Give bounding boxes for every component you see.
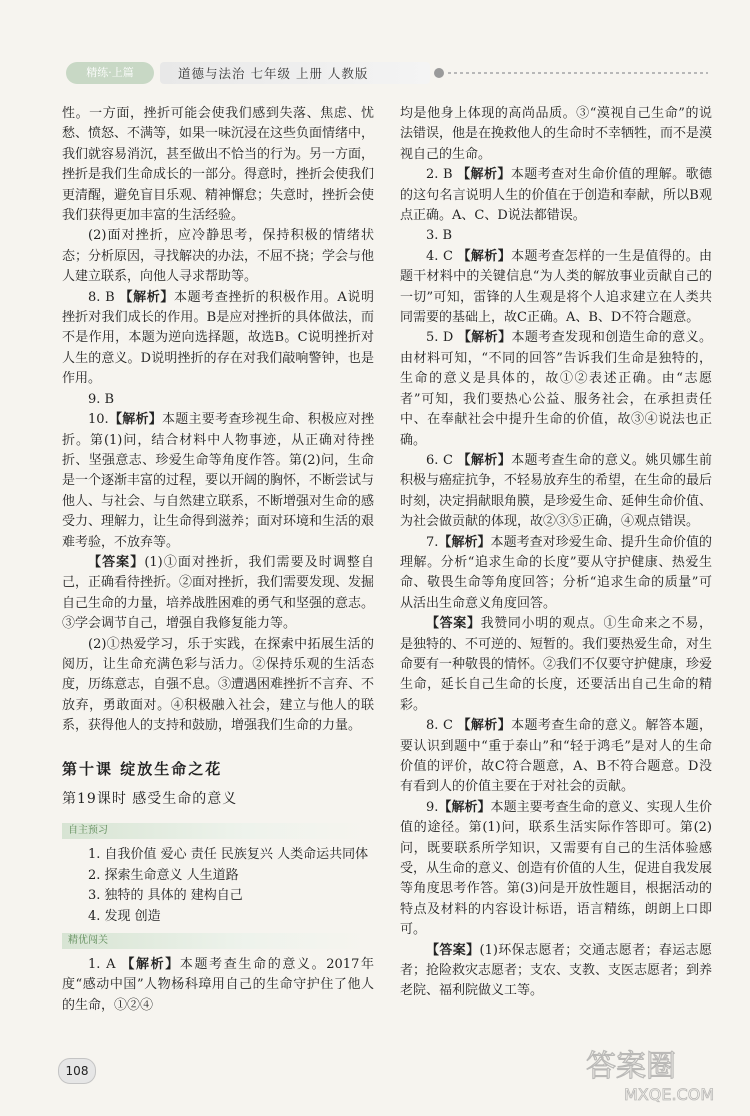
preview-3: 3. 独特的 具体的 建构自己 [88,888,243,904]
q8r-tag: 【解析】 [457,718,512,734]
answer-9-tag: 【答案】 [426,942,480,958]
preview-1: 1. 自我价值 爱心 责任 民族复兴 人类命运共同体 [88,847,369,863]
answer-9-text: (1)环保志愿者；交通志愿者；春运志愿者；抢险救灾志愿者；支农、支教、支医志愿者；到养老院、福利院做义工等。 [400,942,713,999]
q2-number: 2. B [426,167,453,183]
lesson-title: 第十课 绽放生命之花 [62,759,223,778]
q4-text: 本题考查怎样的一生是值得的。由题干材料中的关键信息“为人类的解放事业贡献自己的一切”可知，雷锋的人生观是将个人追求建立在人类共同需要的基础上，故C正确。A、B、D不符合题意。 [400,248,712,326]
q10-number: 10. [88,412,109,428]
watermark-text: 答案圈 [586,1049,676,1084]
left-paragraph-1: 性。一方面，挫折可能会使我们感到失落、焦虑、忧愁、愤怒、不满等，如果一味沉浸在这些负面情绪中，我们就容易消沉，甚至做出不恰当的行为。另一方面，挫折是我们生命成长的一部分。得意时，挫折会使我们更清醒，避免盲目乐观、精神懈怠；失意时，挫折会使我们获得更加丰富的生活经验。 [62,106,375,224]
q8-number: 8. B [88,289,115,305]
watermark-url: MXQE.COM [624,1085,715,1104]
question-2 [400,165,712,226]
q8-tag: 【解析】 [119,289,174,305]
q4-number: 4. C [426,248,453,264]
answer-7-text: 我赞同小明的观点。①生命来之不易，是独特的、不可逆的、短暂的。我们要热爱生命，对生命要有一种敬畏的情怀。②我们不仅要守护健康，珍爱生命，延长自己生命的长度，还要活出自己生命的精彩。 [400,616,713,713]
q10-tag: 【解析】 [108,412,163,428]
q7-tag: 【解析】 [438,534,491,550]
q7-text: 本题考查对珍爱生命、提升生命价值的理解。分析“追求生命的长度”要从守护健康、热爱生命、敬畏生命等角度回答；分析“追求生命的质量”可从活出生命意义角度回答。 [400,534,712,611]
q9r-number: 9. [426,799,439,815]
q5-tag: 【解析】 [457,330,512,346]
answer-10-1-text: (1)①面对挫折，我们需要及时调整自己，正确看待挫折。②面对挫折，我们需要发现、发掘自己生命的力量，培养战胜困难的勇气和坚强的意志。③学会调节自己，增强自我修复能力等。 [62,554,375,632]
page-number: 108 [58,1058,96,1084]
question-5 [400,328,712,450]
q6-tag: 【解析】 [457,452,512,468]
header-badge-text: 精练·上篇 [86,66,134,79]
c1-text: 本题考查生命的意义。2017年度“感动中国”人物杨科璋用自己的生命守护住了他人的生命，①②④ [62,957,374,1013]
section-self-study: 自主预习 [62,823,368,839]
q2-text: 本题考查对生命价值的理解。歌德的这句名言说明人生的价值在于创造和奉献，所以B观点正确。A、C、D说法都错误。 [400,167,712,224]
question-9-right [400,798,712,941]
q8r-text: 本题考查生命的意义。解答本题，要认识到题中“重于泰山”和“轻于鸿毛”是对人的生命价值的评价，故C符合题意，A、B不符合题意。D没有看到人的价值主要在于对社会的贡献。 [400,718,712,795]
challenge-1 [62,955,374,1016]
right-column [400,104,712,1002]
q5-number: 5. D [426,330,454,346]
q10-text: 本题主要考查珍视生命、积极应对挫折。第(1)问，结合材料中人物事迹，从正确对待挫折、坚强意志、珍爱生命等角度作答。第(2)问，生命是一个逐渐丰富的过程，要以开阔的胸怀，不断尝试与他人、与社会、与自然建立联系，不断增强对生命的感受力、理解力，让生命得到滋养；面对环境和生活的艰难考验，不放弃等。 [62,412,375,550]
q9r-text: 本题主要考查生命的意义、实现人生价值的途径。第(1)问，联系生活实际作答即可。第(2)问，既要联系所学知识，又需要有自己的生活体验感受，从生命的意义、创造有价值的人生，促进自我发展等角度思考作答。第(3)问是开放性题目，根据活动的特点及材料的内容设计标语，语言精练，朗朗上口即可。 [400,799,713,938]
header-title: 道德与法治 七年级 上册 人教版 [178,66,369,81]
question-6 [400,451,712,533]
q8-text: 本题考查挫折的积极作用。A说明挫折对我们成长的作用。B是应对挫折的具体做法，而不是作用，本题为逆向选择题，故选B。C说明挫折对人生的意义。D说明挫折的存在对我们敲响警钟，也是作用。 [62,289,375,387]
answer-10-2: (2)①热爱学习，乐于实践，在探索中拓展生活的阅历，让生命充满色彩与活力。②保持乐观的生活态度，历练意志，自强不息。③遭遇困难挫折不言弃、不放弃，勇敢面对。④积极融入社会，建立与他人的联系，获得他人的支持和鼓励，增强我们生命的力量。 [62,636,375,734]
watermark-logo [580,1042,740,1106]
left-column [62,104,374,1016]
preview-4: 4. 发现 创造 [88,908,161,924]
left-paragraph-2: (2)面对挫折，应冷静思考，保持积极的情绪状态；分析原因，寻找解决的办法，不屈不挠；学会与他人建立联系，向他人寻求帮助等。 [62,228,375,285]
question-8 [62,288,374,390]
period-title: 第19课时 感受生命的意义 [62,791,238,807]
preview-2: 2. 探索生命意义 人生道路 [88,867,239,883]
q6-number: 6. C [426,452,453,468]
answer-10-1 [62,553,374,635]
answer-7-tag: 【答案】 [426,616,481,632]
q7-number: 7. [426,534,439,550]
q4-tag: 【解析】 [457,248,512,264]
question-9: 9. B [88,391,115,407]
answer-7 [400,614,712,716]
q5-text: 本题考查发现和创造生命的意义。由材料可知，“不同的回答”告诉我们生命是独特的，生命的意义是具体的，故①②表述正确。由“志愿者”可知，我们要热心公益、服务社会，在承担责任中、在奉献社会中提升生命的价值，故③④说法也正确。 [400,330,712,448]
header-badge [66,62,154,84]
answer-tag: 【答案】 [88,554,145,570]
c1-number: 1. A [88,957,116,973]
q8r-number: 8. C [426,718,453,734]
answer-9 [400,941,712,1002]
q9r-tag: 【解析】 [438,799,491,815]
question-7 [400,533,712,615]
q2-tag: 【解析】 [457,167,511,183]
question-4 [400,247,712,329]
q6-text: 本题考查生命的意义。姚贝娜生前积极与癌症抗争，不轻易放弃生的希望，在生命的最后时刻，决定捐献眼角膜，是珍爱生命、延伸生命价值、为社会做贡献的体现，故②③⑤正确，④观点错误。 [400,452,713,530]
c1-tag: 【解析】 [121,957,180,973]
header-dot-icon [434,68,444,78]
question-10 [62,410,374,553]
header-divider [448,72,708,74]
question-3: 3. B [426,228,453,244]
question-8-right [400,716,712,798]
right-paragraph-1: 均是他身上体现的高尚品质。③“漠视自己生命”的说法错误，他是在挽救他人的生命时不幸牺牲，而不是漠视自己的生命。 [400,106,713,162]
section-challenge: 精优闯关 [62,933,368,949]
